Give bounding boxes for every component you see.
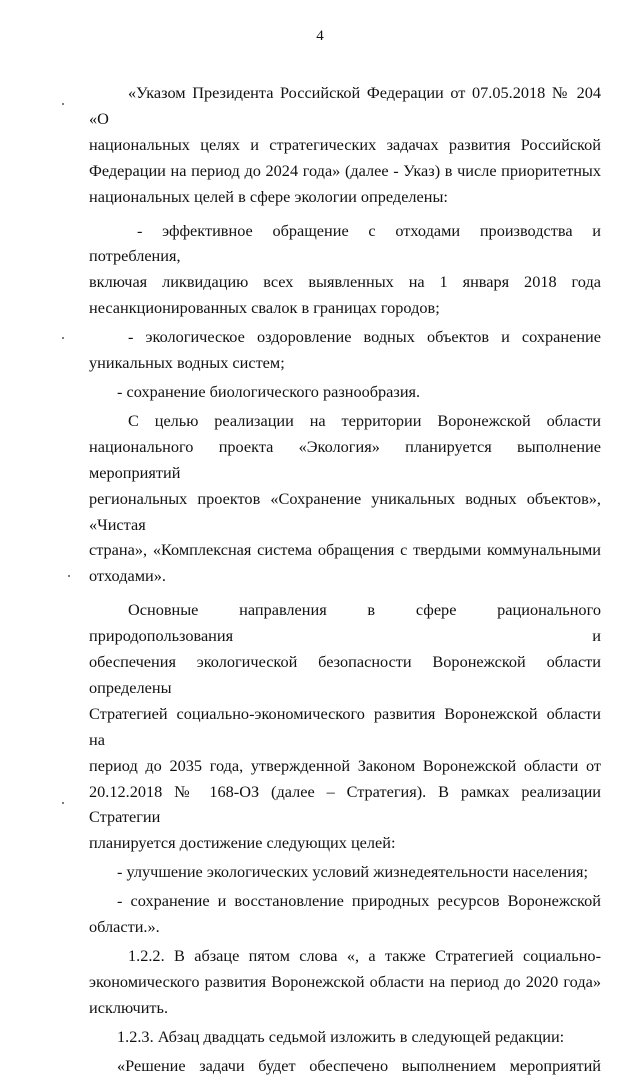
paragraph-line: уникальных водных систем; [89,353,285,373]
paragraph-line: - эффективное обращение с отходами производства и потребления, [89,220,601,266]
document-body [89,80,601,1079]
paragraph-line: «Указом Президента Российской Федерации от 07.05.2018 № 204 «О [89,83,601,128]
scan-speck [62,802,64,804]
paragraph-line: 1.2.3. Абзац двадцать седьмой изложить в следующей редакции: [117,1026,565,1046]
paragraph-line: - улучшение экологических условий жизнедеятельности населения; [117,862,588,882]
paragraph-line: Основные направления в сфере рационального природопользования и [89,600,601,646]
paragraph-line: планируется достижение следующих целей: [89,833,396,853]
scan-speck [68,575,70,577]
paragraph-line: национального проекта «Экология» планируется выполнение мероприятий [89,436,601,482]
paragraph-line: «Решение задачи будет обеспечено выполнением мероприятий [117,1055,601,1075]
scan-speck [62,103,64,105]
paragraph-line: 1.2.2. В абзаце пятом слова «, а также Стратегией социально- [128,946,601,965]
paragraph-line: национальных целей в сфере экологии определены: [89,186,448,206]
paragraph-line: страна», «Комплексная система обращения с твердыми коммунальными [89,540,601,560]
paragraph-line: области.». [89,917,160,937]
paragraph-line: экономического развития Воронежской области на период до 2020 года» [89,971,601,991]
paragraph-line: 20.12.2018 № 168-ОЗ (далее – Стратегия). В рамках реализации Стратегии [89,781,601,827]
paragraph-line: - экологическое оздоровление водных объектов и сохранение [128,327,601,347]
paragraph-line: исключить. [89,997,169,1017]
paragraph-line: включая ликвидацию всех выявленных на 1 января 2018 года [89,272,601,292]
paragraph-line: региональных проектов «Сохранение уникальных водных объектов», «Чистая [89,488,601,534]
paragraph-line: несанкционированных свалок в границах городов; [89,298,440,318]
scan-speck [62,337,64,339]
paragraph-line: отходами». [89,566,166,586]
paragraph-line: - сохранение биологического разнообразия. [117,381,421,401]
paragraph-line: период до 2035 года, утвержденной Законом Воронежской области от [89,755,601,775]
page-number: 4 [316,28,324,44]
paragraph-line: обеспечения экологической безопасности Воронежской области определены [89,652,601,697]
paragraph-line: Стратегией социально-экономического развития Воронежской области на [89,703,601,749]
paragraph-line: Федерации на период до 2024 года» (далее - Указ) в числе приоритетных [89,160,601,180]
paragraph-line: национальных целях и стратегических задачах развития Российской [89,134,601,154]
paragraph-line: - сохранение и восстановление природных ресурсов Воронежской [117,891,601,911]
paragraph-line: С целью реализации на территории Воронежской области [128,410,601,430]
